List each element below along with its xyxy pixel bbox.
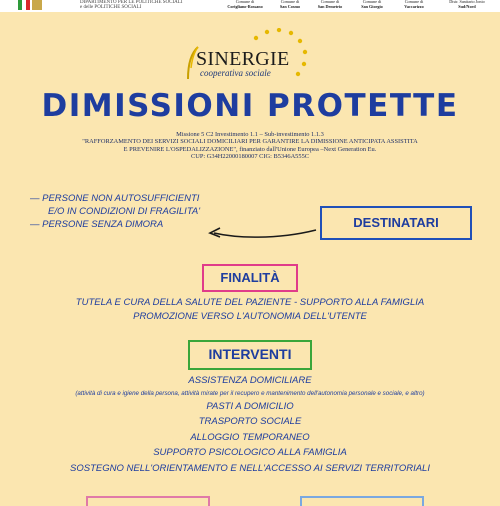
municipalities-list (220, 0, 500, 12)
destinatari-list (30, 192, 200, 231)
interventi-list (0, 373, 500, 476)
next-section-box (300, 496, 424, 506)
finalita-heading: FINALITÀ (202, 264, 298, 292)
mission-info: Missione 5 C2 Investimento 1.1 – Sub-investimento 1.1.3 "RAFFORZAMENTO DEI SERVIZI SOCIALI DOMICILIARI PER GARANTIRE LA DIMISSIONE ANTICIPATA ASSISTITA E PREVENIRE L'OSPEDALIZZAZIONE", finanziato dall'Unione Europea –Next Generation Eu. CUP: G34H22000180007 CIG: B5346A555C (82, 131, 418, 160)
list-item: E/O IN CONDIZIONI DI FRAGILITA' (48, 206, 201, 217)
sinergie-logo (186, 28, 316, 84)
list-item: SUPPORTO PSICOLOGICO ALLA FAMIGLIA (153, 447, 347, 458)
municipality-corigliano: Comune di Corigliano-Rossano (227, 0, 263, 9)
list-item: TRASPORTO SOCIALE (198, 416, 302, 427)
municipality-san-giorgio: Comune di San Giorgio (361, 0, 383, 9)
finalita-text (0, 296, 500, 324)
arrow-left-icon (206, 222, 318, 242)
municipality-san-cosmo: Comune di San Cosmo (279, 0, 301, 9)
list-item-note: (attività di cura e igiene della persona, attività mirate per il recupero e mantenimento dell'autonomia personale e sociale, e altro) (75, 389, 425, 397)
list-item: ASSISTENZA DOMICILIARE (188, 375, 312, 386)
list-item: PASTI A DOMICILIO (206, 400, 294, 412)
top-logo-bar (0, 0, 500, 12)
logo-name: SINERGIE (196, 48, 290, 70)
list-item: TUTELA E CURA DELLA SALUTE DEL PAZIENTE - SUPPORTO ALLA FAMIGLIA (75, 297, 425, 308)
page-title: DIMISSIONI PROTETTE (41, 88, 459, 124)
destinatari-heading: DESTINATARI (320, 206, 472, 240)
municipality-vaccarizzo: Comune di Vaccarizzo (404, 0, 424, 9)
government-logo-icon (18, 0, 44, 10)
next-section-box (86, 496, 210, 506)
list-item: SOSTEGNO NELL'ORIENTAMENTO E NELL'ACCESSO AI SERVIZI TERRITORIALI (70, 462, 430, 474)
logo-subtitle: cooperativa sociale (200, 68, 271, 78)
health-district: Distr. Sanitario Jonio Sud/Nord (449, 0, 485, 9)
list-item: PROMOZIONE VERSO L'AUTONOMIA DELL'UTENTE (133, 311, 367, 322)
ministry-text: DIPARTIMENTO PER LE POLITICHE SOCIALI e delle POLITICHE SOCIALI (80, 0, 183, 10)
list-item: ALLOGGIO TEMPORANEO (190, 431, 310, 443)
list-item: — PERSONE SENZA DIMORA (30, 219, 164, 230)
list-item: — PERSONE NON AUTOSUFFICIENTI (30, 193, 200, 204)
municipality-san-demetrio: Comune di San Demetrio (317, 0, 343, 9)
interventi-heading: INTERVENTI (188, 340, 312, 370)
